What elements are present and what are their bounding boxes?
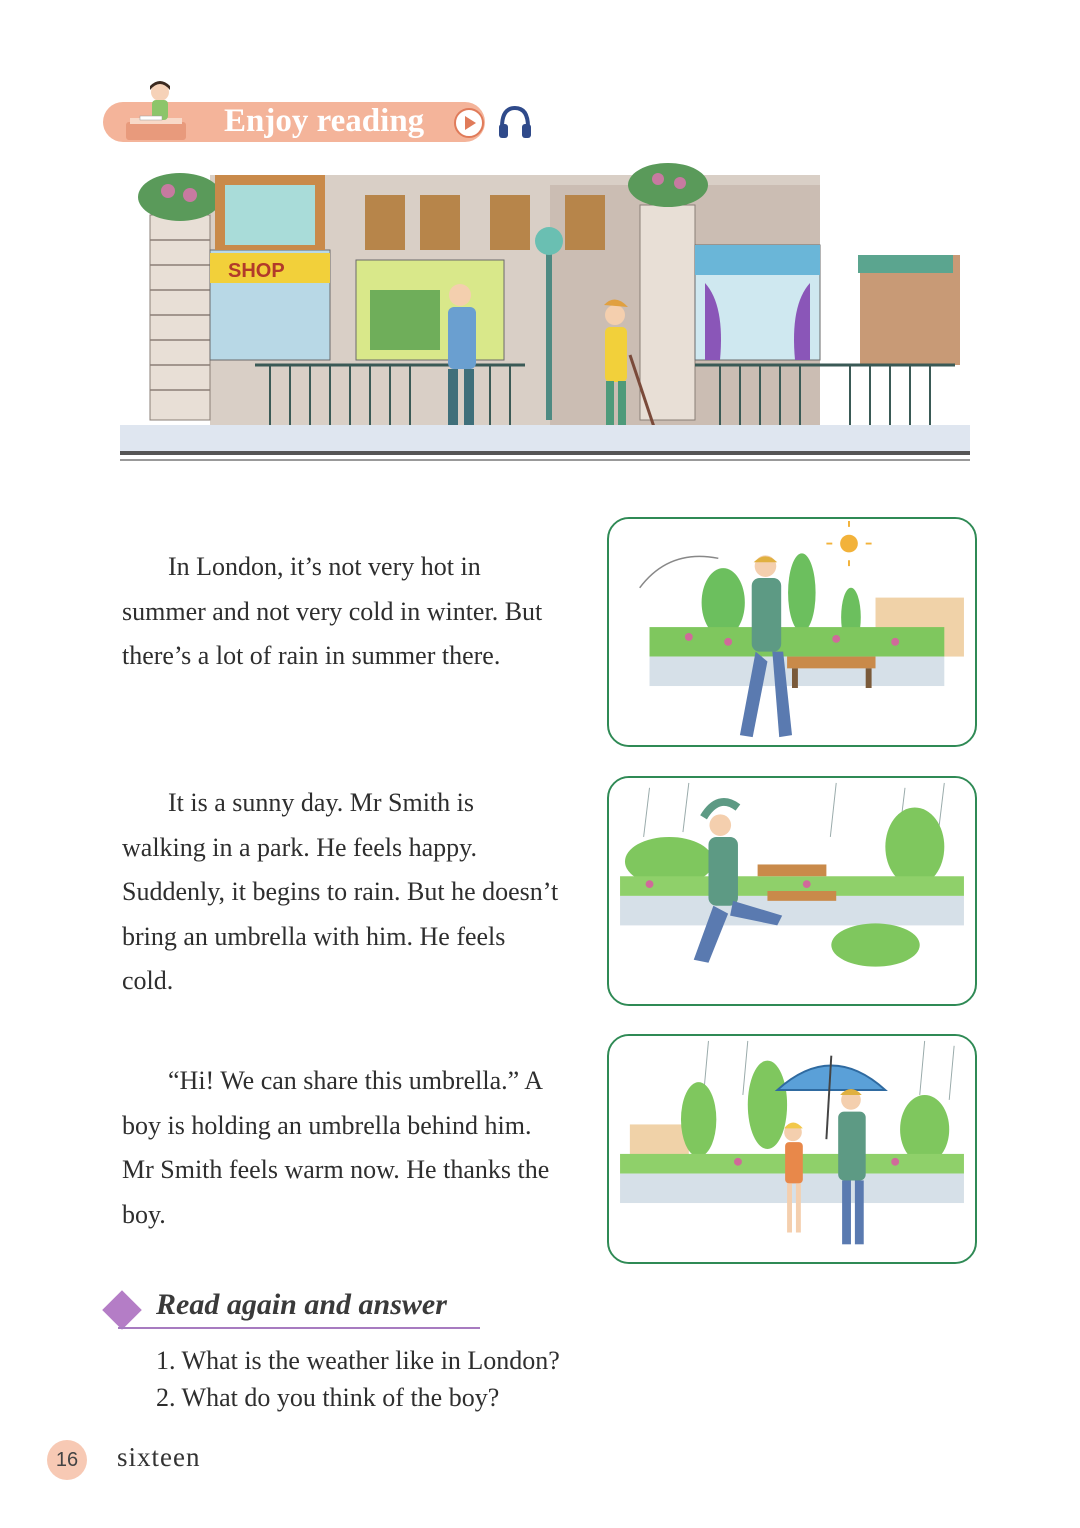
reading-girl-icon <box>120 78 192 144</box>
section-underline <box>118 1327 480 1329</box>
paragraph-2: It is a sunny day. Mr Smith is walking in a park. He feels happy. Suddenly, it begins to rain. But he doesn’t bring an umbrella with him. He feels cold. <box>122 788 559 995</box>
headphones-icon[interactable] <box>497 103 533 141</box>
paragraph-3: “Hi! We can share this umbrella.” A boy is holding an umbrella behind him. Mr Smith feels warm now. He thanks the boy. <box>122 1066 550 1229</box>
paragraph-1: In London, it’s not very hot in summer and not very cold in winter. But there’s a lot of rain in summer there. <box>122 552 543 670</box>
page-number-word: sixteen <box>117 1442 201 1472</box>
shared-umbrella-illustration <box>609 1036 975 1262</box>
section-heading: Read again and answer <box>156 1288 447 1321</box>
page-number-badge: 16 <box>47 1440 87 1480</box>
panel-sunny-park <box>607 517 977 747</box>
question-1: 1. What is the weather like in London? <box>156 1346 560 1375</box>
page-title: Enjoy reading <box>224 103 425 139</box>
play-audio-icon[interactable] <box>453 107 485 139</box>
question-2: 2. What do you think of the boy? <box>156 1383 500 1412</box>
street-scene-illustration <box>120 155 980 500</box>
diamond-bullet-icon <box>102 1290 142 1330</box>
panel-shared-umbrella <box>607 1034 977 1264</box>
rain-begins-illustration <box>609 778 975 1004</box>
shop-sign: SHOP <box>228 260 285 282</box>
sunny-park-illustration <box>609 519 975 745</box>
panel-rain-begins <box>607 776 977 1006</box>
